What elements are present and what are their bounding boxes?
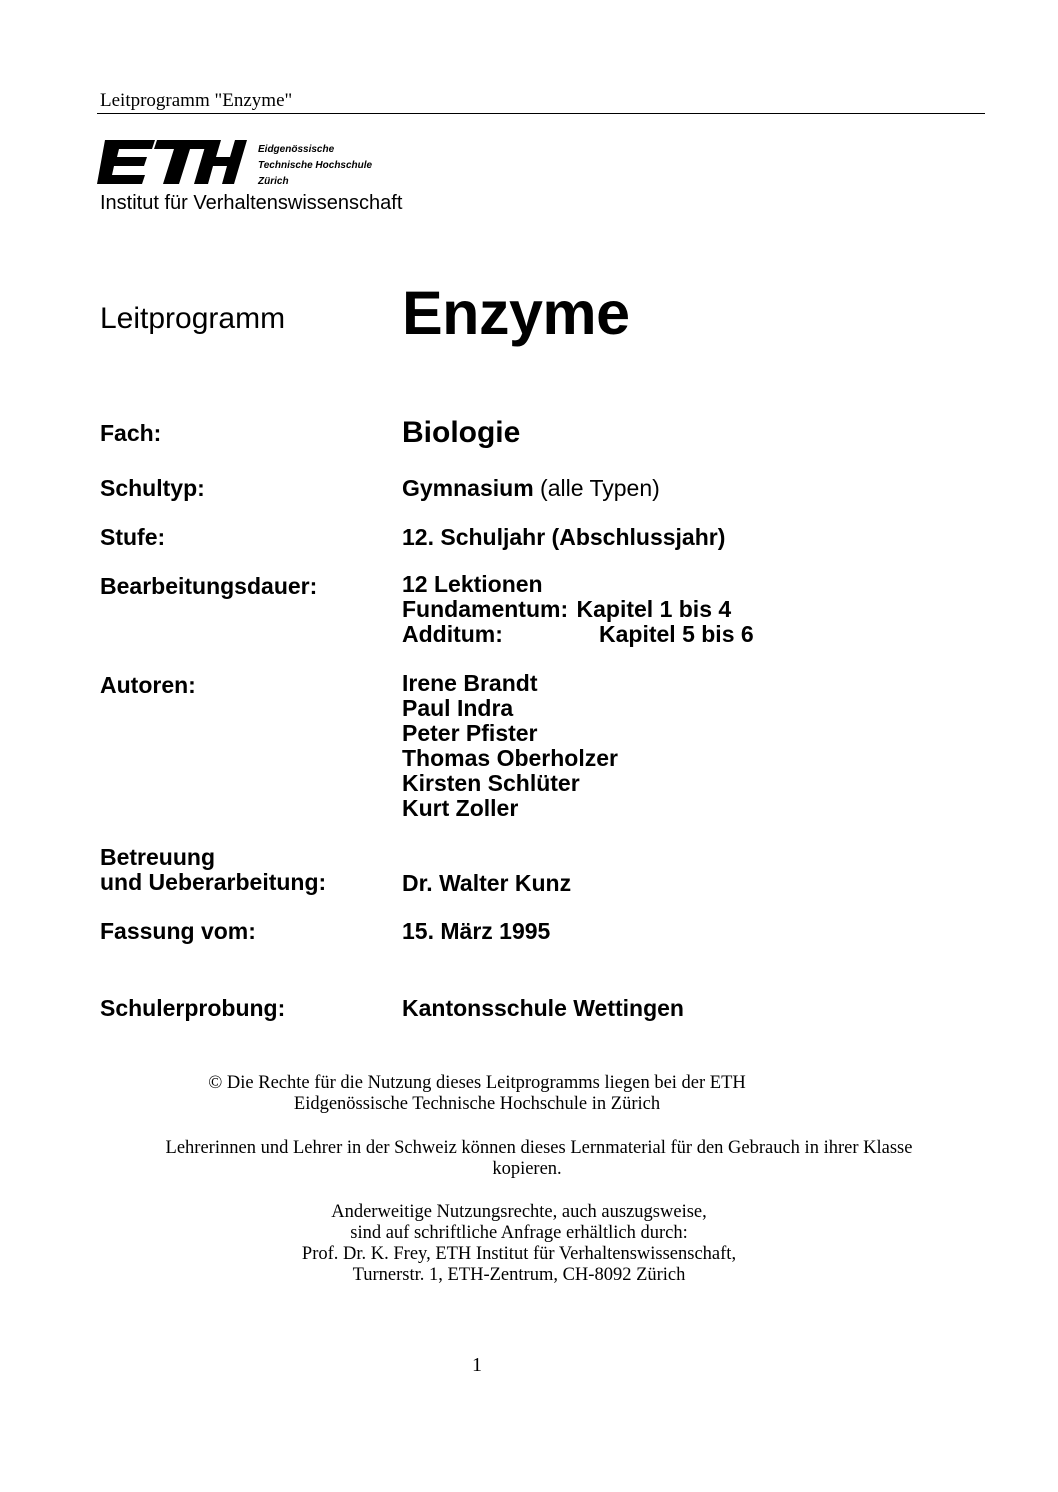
stufe-label: Stufe:	[100, 524, 166, 550]
usage-line: Prof. Dr. K. Frey, ETH Institut für Verhaltenswissenschaft,	[301, 1244, 737, 1264]
schulerprobung-value: Kantonsschule Wettingen	[402, 995, 684, 1021]
usage-line: Anderweitige Nutzungsrechte, auch auszugsweise,	[331, 1202, 707, 1222]
usage-line: sind auf schriftliche Anfrage erhältlich durch:	[350, 1223, 688, 1243]
schultyp-value	[402, 475, 660, 502]
author-name: Irene Brandt	[402, 670, 538, 696]
betreuung-label	[100, 845, 326, 895]
eth-logo-subtitle	[258, 142, 372, 190]
dauer-label: Bearbeitungsdauer:	[100, 573, 318, 599]
institute-name: Institut für Verhaltenswissenschaft	[100, 192, 403, 214]
page-number: 1	[472, 1354, 482, 1376]
fassung-label: Fassung vom:	[100, 918, 256, 944]
additum-value: Kapitel 5 bis 6	[599, 621, 754, 647]
betreuung-value: Dr. Walter Kunz	[402, 870, 572, 896]
eth-subtitle-line: Technische Hochschule	[258, 160, 373, 171]
author-name: Thomas Oberholzer	[402, 745, 618, 771]
schultyp-note: (alle Typen)	[540, 475, 660, 501]
eth-logo-mark	[97, 140, 247, 184]
rights-line: Eidgenössische Technische Hochschule in Zürich	[293, 1094, 661, 1114]
main-title: Enzyme	[402, 279, 630, 347]
title-label: Leitprogramm	[100, 302, 286, 335]
teachers-line: Lehrerinnen und Lehrer in der Schweiz können dieses Lernmaterial für den Gebrauch in ihrer Klasse	[165, 1138, 913, 1158]
fach-label: Fach:	[100, 420, 162, 446]
teachers-line: kopieren.	[492, 1159, 562, 1179]
autoren-label: Autoren:	[100, 672, 196, 698]
author-name: Peter Pfister	[402, 720, 538, 746]
dauer-value	[402, 572, 754, 647]
fundamentum-value: Kapitel 1 bis 4	[576, 596, 732, 622]
schultyp-label: Schultyp:	[100, 475, 205, 501]
betreuung-label-line2: und Ueberarbeitung:	[100, 869, 327, 895]
running-header: Leitprogramm "Enzyme"	[100, 90, 293, 111]
header-rule	[97, 113, 985, 114]
usage-line: Turnerstr. 1, ETH-Zentrum, CH-8092 Zürich	[352, 1265, 686, 1285]
betreuung-label-line1: Betreuung	[100, 844, 215, 870]
dauer-additum	[402, 622, 754, 647]
schultyp-main: Gymnasium	[402, 475, 534, 501]
rights-notice	[0, 1073, 954, 1115]
additum-label: Additum:	[402, 621, 503, 647]
teachers-notice	[0, 1138, 1058, 1180]
schulerprobung-label: Schulerprobung:	[100, 995, 286, 1021]
fassung-value: 15. März 1995	[402, 918, 551, 944]
autoren-list	[402, 671, 618, 821]
eth-subtitle-line: Zürich	[258, 176, 289, 187]
dauer-fundamentum	[402, 597, 754, 622]
author-name: Paul Indra	[402, 695, 514, 721]
usage-rights-notice	[0, 1202, 1058, 1286]
dauer-lektionen: 12 Lektionen	[402, 571, 543, 597]
fundamentum-label: Fundamentum:	[402, 596, 569, 622]
author-name: Kirsten Schlüter	[402, 770, 580, 796]
stufe-value: 12. Schuljahr (Abschlussjahr)	[402, 524, 726, 550]
author-name: Kurt Zoller	[402, 795, 519, 821]
fach-value: Biologie	[402, 416, 521, 449]
eth-logo	[97, 140, 247, 189]
eth-subtitle-line: Eidgenössische	[258, 144, 335, 155]
rights-line: © Die Rechte für die Nutzung dieses Leitprogramms liegen bei der ETH	[208, 1073, 746, 1093]
